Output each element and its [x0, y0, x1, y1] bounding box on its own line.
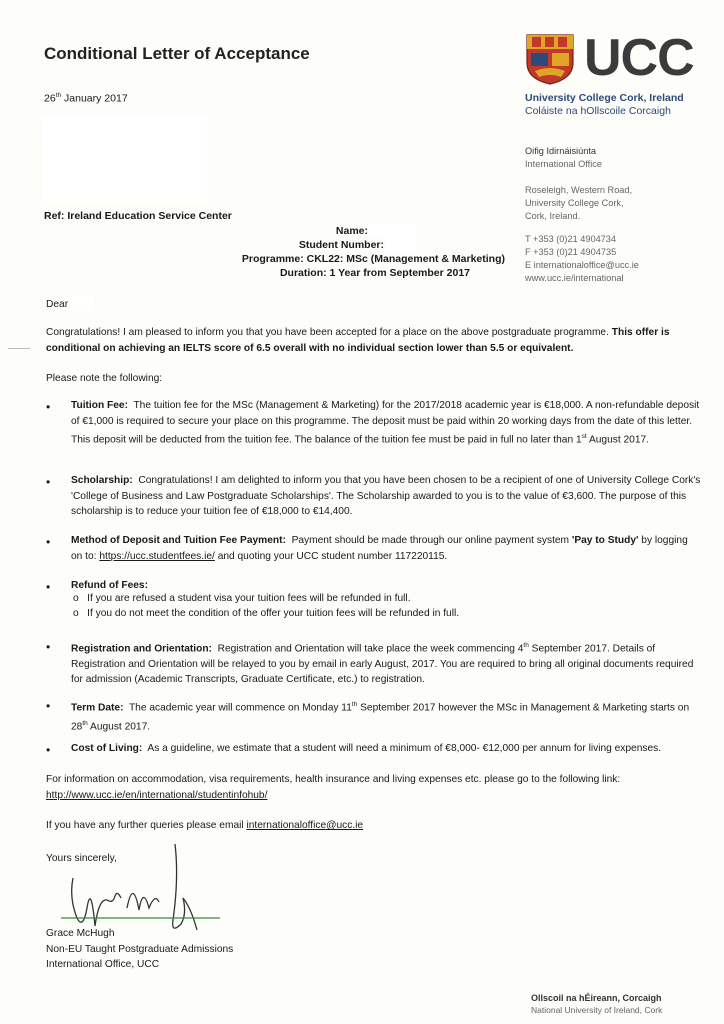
programme: Programme: CKL22: MSc (Management & Marketing) [241, 253, 505, 265]
letter-date: 26th January 2017 [44, 92, 128, 105]
registration-item: Registration and Orientation: Registration and Orientation will take place the week commencing 4th September 2017. Details of Registration and Orientation will be relayed to you by email in early August, 2017. You are required to bring all original documents required for admission (Academic Transcripts, Graduate Certificate, etc.) to registration. [71, 642, 694, 686]
ucc-logo-text: UCC [584, 29, 694, 87]
congrats-paragraph: Congratulations! I am pleased to inform you that you have been accepted for a place on the above postgraduate programme. This offer is conditional on achieving an IELTS score of 6.5 overall with no individual section lower than 5.5 or equivalent. [46, 327, 670, 354]
redacted-number [386, 238, 416, 252]
bullet: • [46, 535, 51, 549]
salutation: Dear [46, 299, 69, 310]
student-number-label: Student Number: [298, 239, 384, 251]
signer-office: International Office, UCC [46, 959, 160, 970]
address-line-2: University College Cork, [525, 198, 624, 208]
tuition-item: Tuition Fee: The tuition fee for the MSc (Management & Marketing) for the 2017/2018 academic year is €18,000. A non-refundable deposit of €1,000 is required to secure your place on this programme. The deposit must be paid within 20 working days from the date of this letter. This deposit will be deducted from the tuition fee. The balance of the tuition fee must be paid in full no later than 1st August 2017. [71, 400, 700, 446]
contact-block [525, 233, 639, 285]
refund-item-2: o If you do not meet the condition of the offer your tuition fees will be refunded in full. [73, 608, 460, 619]
bullet: • [46, 475, 51, 489]
bullet: • [46, 640, 51, 654]
signer-name: Grace McHugh [46, 928, 115, 939]
payment-link[interactable]: https://ucc.studentfees.ie/ [99, 550, 215, 562]
payment-item: Method of Deposit and Tuition Fee Payment: Payment should be made through our online payment system 'Pay to Study' by logging on to: https://ucc.studentfees.ie/ and quoting your UCC student number 117220115. [71, 535, 688, 562]
redacted-name [368, 224, 416, 238]
refund-label: Refund of Fees: [71, 580, 148, 591]
scholarship-item: Scholarship: Congratulations! I am delighted to inform you that you have been chosen to be a recipient of one of University College Cork's 'College of Business and Law Postgraduate Scholarships'. The Scholarship awarded to you is to the value of €3,600. The purpose of this scholarship is to reduce your tuition fee of €18,000 to €14,400. [71, 475, 701, 517]
refund-item-1: o If you are refused a student visa your tuition fees will be refunded in full. [73, 593, 411, 604]
signer-role: Non-EU Taught Postgraduate Admissions [46, 943, 234, 955]
bullet: • [46, 400, 51, 414]
fax: F +353 (0)21 4904735 [525, 247, 617, 257]
letter-title: Conditional Letter of Acceptance [44, 44, 310, 63]
office-name-ga: Oifig Idirnáisiúnta [525, 146, 596, 156]
office-name-en: International Office [525, 159, 602, 169]
living-item: Cost of Living: As a guideline, we estimate that a student will need a minimum of €8,000- €12,000 per annum for living expenses. [71, 743, 662, 754]
email: E internationaloffice@ucc.ie [525, 260, 639, 270]
info-paragraph: For information on accommodation, visa requirements, health insurance and living expenses etc. please go to the following link: http://www.ucc.ie/en/international/studentinfohub/ [46, 774, 621, 801]
signature-block [46, 926, 700, 973]
website: www.ucc.ie/international [525, 273, 624, 283]
please-note: Please note the following: [46, 373, 163, 384]
closing: Yours sincerely, [46, 853, 117, 864]
university-name-ga: Coláiste na hOllscoile Corcaigh [525, 105, 671, 117]
phone: T +353 (0)21 4904734 [525, 234, 617, 244]
student-name-label: Name: [335, 225, 368, 237]
bullet: • [46, 699, 51, 713]
reference: Ref: Ireland Education Service Center [44, 210, 232, 222]
margin-mark [8, 348, 30, 349]
redacted-address-block [42, 116, 207, 202]
address-block [525, 184, 632, 223]
ucc-crest-icon [525, 33, 575, 85]
footer-ga: Ollscoil na hÉireann, Corcaigh [531, 993, 662, 1003]
address-line-3: Cork, Ireland. [525, 211, 581, 221]
bullet: • [46, 743, 51, 757]
duration: Duration: 1 Year from September 2017 [279, 267, 470, 279]
redacted-recipient [70, 295, 94, 311]
address-line-1: Roseleigh, Western Road, [525, 185, 633, 195]
term-item: Term Date: The academic year will commence on Monday 11th September 2017 however the MSc in Management & Marketing starts on 28th August 2017. [71, 701, 690, 733]
queries-paragraph: If you have any further queries please email internationaloffice@ucc.ie [46, 820, 364, 831]
office-block [525, 145, 602, 171]
university-name-en: University College Cork, Ireland [525, 92, 684, 104]
bullet: • [46, 580, 51, 594]
info-link[interactable]: http://www.ucc.ie/en/international/studentinfohub/ [46, 789, 268, 801]
footer-en: National University of Ireland, Cork [531, 1005, 663, 1015]
handwritten-signature [55, 838, 225, 938]
queries-email-link[interactable]: internationaloffice@ucc.ie [246, 820, 364, 831]
